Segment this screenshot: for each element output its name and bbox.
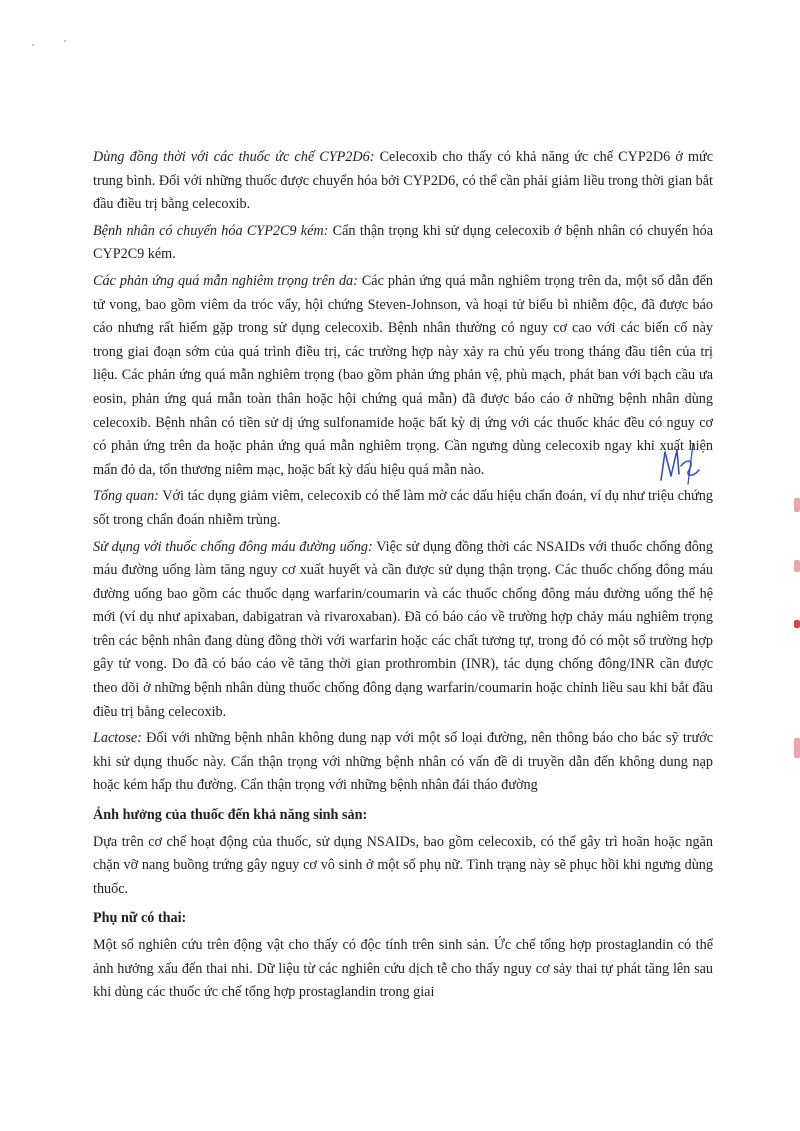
section-heading-fertility: Ảnh hưởng của thuốc đến khả năng sinh sản: xyxy=(93,807,368,824)
paragraph-lead: Bệnh nhân có chuyển hóa CYP2C9 kém: xyxy=(93,222,329,239)
section-text-fertility: Dựa trên cơ chế hoạt động của thuốc, sử dụng NSAIDs, bao gồm celecoxib, có thể gây trì hoãn hoặc ngăn chặn vỡ nang buồng trứng gây nguy cơ vô sinh ở một số phụ nữ. Tình trạng này sẽ phục hồi khi ngưng dùng thuốc. xyxy=(93,833,713,897)
paragraph-lactose xyxy=(93,727,713,798)
paragraph-cyp2c9 xyxy=(93,220,713,267)
edge-mark xyxy=(794,498,800,512)
edge-mark xyxy=(794,738,800,758)
edge-mark xyxy=(794,560,800,572)
paragraph-lead: Lactose: xyxy=(93,730,142,747)
paragraph-text: Việc sử dụng đồng thời các NSAIDs với thuốc chống đông máu đường uống làm tăng nguy cơ xuất huyết và cần được sử dụng thận trọng. Các thuốc chống đông máu đường uống bao gồm các thuốc dạng warfarin/coumarin và các thuốc chống đông máu đường uống thế hệ mới (ví dụ như apixaban, dabigatran và rivaroxaban). Đã có báo cáo về trường hợp chảy máu nghiêm trọng trên các bệnh nhân đang dùng đồng thời với warfarin hoặc các chất tương tự, trong đó có một số trường hợp gây tử vong. Do đã có báo cáo về tăng thời gian prothrombin (INR), tác dụng chống đông/INR cần được theo dõi ở những bệnh nhân dùng thuốc chống đông dạng warfarin/coumarin hoặc chỉnh liều sau khi bắt đầu điều trị bằng celecoxib. xyxy=(93,538,713,720)
paragraph-anticoagulants xyxy=(93,536,713,725)
paragraph-lead: Tổng quan: xyxy=(93,488,159,505)
paragraph-text: Celecoxib cho thấy có khả năng ức chế CYP2D6 ở mức trung bình. Đối với những thuốc được chuyển hóa bởi CYP2D6, có thể cần phải giảm liều trong thời gian bắt đầu điều trị bằng celecoxib. xyxy=(93,149,713,213)
paragraph-lead: Sử dụng với thuốc chống đông máu đường uống: xyxy=(93,538,373,555)
scan-speck xyxy=(32,44,34,46)
scan-speck xyxy=(64,40,66,42)
paragraph-text: Các phản ứng quá mẫn nghiêm trọng trên da, một số dẫn đến tử vong, bao gồm viêm da tróc vẩy, hội chứng Steven-Johnson, và hoại tử biểu bì nhiễm độc, đã được báo cáo nhưng rất hiếm gặp trong sử dụng celecoxib. Bệnh nhân thường có nguy cơ cao với các biến cố này trong giai đoạn sớm của quá trình điều trị, các trường hợp này xảy ra chủ yếu trong tháng đầu tiên của trị liệu. Các phản ứng quá mẫn nghiêm trọng (bao gồm phản ứng phản vệ, phù mạch, phát ban với bạch cầu ưa eosin, phản ứng quá mẫn toàn thân hoặc hội chứng quá mẫn) đã được báo cáo ở những bệnh nhân dùng celecoxib. Bệnh nhân có tiền sử dị ứng sulfonamide hoặc bất kỳ dị ứng với các thuốc khác đều có nguy cơ có phản ứng trên da hoặc phản ứng quá mẫn nghiêm trọng. Cần ngưng dùng celecoxib ngay khi xuất hiện mẩn đỏ da, tổn thương niêm mạc, hoặc bất kỳ dấu hiệu quá mẫn nào. xyxy=(93,272,713,478)
paragraph-text: Cẩn thận trọng khi sử dụng celecoxib ở bệnh nhân có chuyển hóa CYP2C9 kém. xyxy=(93,222,713,263)
edge-mark xyxy=(794,620,800,628)
paragraph-text: Với tác dụng giảm viêm, celecoxib có thể làm mờ các dấu hiệu chẩn đoán, ví dụ như triệu chứng sốt trong chẩn đoán nhiễm trùng. xyxy=(93,488,713,528)
paragraph-text: Đối với những bệnh nhân không dung nạp với một số loại đường, nên thông báo cho bác sỹ trước khi sử dụng thuốc này. Cẩn thận trọng với những bệnh nhân có vấn đề di truyền dẫn đến không dung nạp hoặc kém hấp thu đường. Cẩn thận trọng với những bệnh nhân đái tháo đường xyxy=(93,730,713,794)
paragraph-skin-reactions xyxy=(93,270,713,482)
paragraph-lead: Các phản ứng quá mẫn nghiêm trọng trên da: xyxy=(93,272,358,289)
paragraph-cyp2d6 xyxy=(93,146,713,217)
paragraph-overview xyxy=(93,485,713,532)
section-text-pregnancy: Một số nghiên cứu trên động vật cho thấy có độc tính trên sinh sản. Ức chế tổng hợp prostaglandin có thể ảnh hưởng xấu đến thai nhi. Dữ liệu từ các nghiên cứu dịch tễ cho thấy nguy cơ sảy thai tự phát tăng lên sau khi dùng các thuốc ức chế tổng hợp prostaglandin trong giai xyxy=(93,937,713,1001)
paragraph-lead: Dùng đồng thời với các thuốc ức chế CYP2D6: xyxy=(93,149,375,165)
section-heading-pregnancy: Phụ nữ có thai: xyxy=(93,910,187,927)
document-body xyxy=(93,146,713,1008)
